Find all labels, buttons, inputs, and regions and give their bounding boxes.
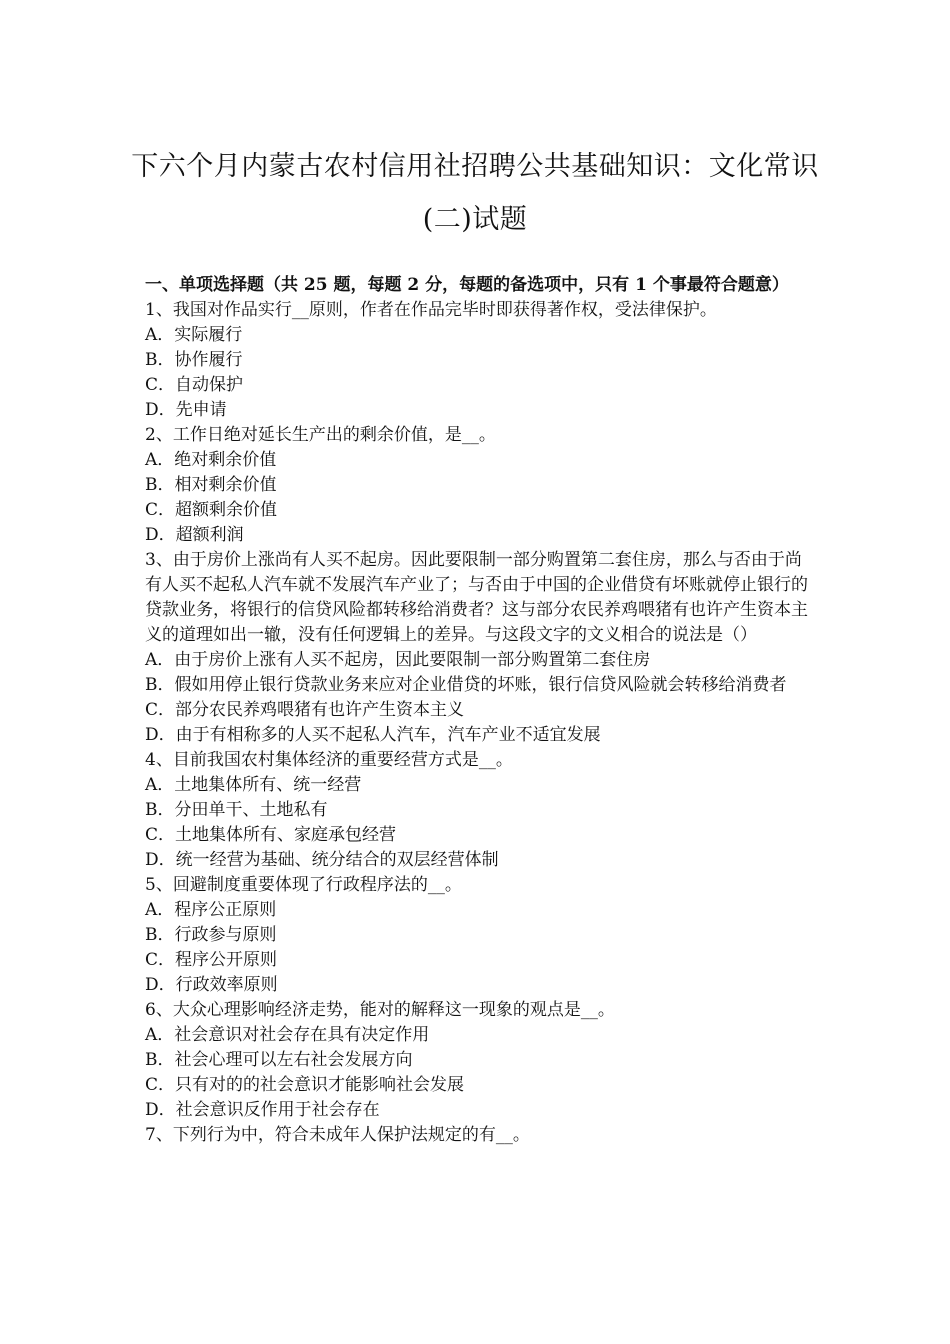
- question-5-stem: 5、回避制度重要体现了行政程序法的__。: [145, 875, 462, 895]
- question-2-option-c: C．超额剩余价值: [145, 500, 278, 520]
- question-2-option-a: A．绝对剩余价值: [145, 450, 277, 470]
- question-5-option-a: A．程序公正原则: [145, 900, 277, 920]
- document-title-line1: 下六个月内蒙古农村信用社招聘公共基础知识：文化常识: [131, 151, 819, 182]
- section-heading: 一、单项选择题（共 25 题，每题 2 分，每题的备选项中，只有 1 个事最符合题意）: [145, 275, 789, 295]
- question-4-option-a: A．土地集体所有、统一经营: [145, 775, 362, 795]
- question-7-stem: 7、下列行为中，符合未成年人保护法规定的有__。: [145, 1125, 530, 1145]
- question-3-option-a: A．由于房价上涨有人买不起房，因此要限制一部分购置第二套住房: [145, 650, 651, 670]
- question-4-stem: 4、目前我国农村集体经济的重要经营方式是__。: [145, 750, 513, 770]
- question-5-option-b: B．行政参与原则: [145, 925, 277, 945]
- question-3-option-b: B．假如用停止银行贷款业务来应对企业借贷的坏账，银行信贷风险就会转移给消费者: [145, 675, 787, 695]
- question-6-option-a: A．社会意识对社会存在具有决定作用: [145, 1025, 430, 1045]
- question-4-option-c: C．土地集体所有、家庭承包经营: [145, 825, 397, 845]
- question-3-option-c: C．部分农民养鸡喂猪有也许产生资本主义: [145, 700, 465, 720]
- question-1-option-d: D．先申请: [145, 400, 227, 420]
- question-1-option-c: C．自动保护: [145, 375, 244, 395]
- question-4-option-b: B．分田单干、土地私有: [145, 800, 328, 820]
- question-5-option-c: C．程序公开原则: [145, 950, 278, 970]
- question-3-stem: 3、由于房价上涨尚有人买不起房。因此要限制一部分购置第二套住房，那么与否由于尚有人买不起私人汽车就不发展汽车产业了；与否由于中国的企业借贷有坏账就停止银行的贷款业务，将银行的信贷风险都转移给消费者？这与部分农民养鸡喂猪有也许产生资本主义的道理如出一辙，没有任何逻辑上的差异。与这段文字的文义相合的说法是（）: [145, 550, 808, 645]
- question-6-option-c: C．只有对的的社会意识才能影响社会发展: [145, 1075, 465, 1095]
- document-body: [145, 273, 810, 1148]
- question-1-stem: 1、我国对作品实行__原则，作者在作品完毕时即获得著作权，受法律保护。: [145, 300, 717, 320]
- question-6-option-b: B．社会心理可以左右社会发展方向: [145, 1050, 413, 1070]
- question-5-option-d: D．行政效率原则: [145, 975, 278, 995]
- question-1-option-b: B．协作履行: [145, 350, 243, 370]
- question-2-option-d: D．超额利润: [145, 525, 244, 545]
- question-4-option-d: D．统一经营为基础、统分结合的双层经营体制: [145, 850, 499, 870]
- question-3-option-d: D．由于有相称多的人买不起私人汽车，汽车产业不适宜发展: [145, 725, 601, 745]
- question-2-option-b: B．相对剩余价值: [145, 475, 277, 495]
- question-2-stem: 2、工作日绝对延长生产出的剩余价值，是__。: [145, 425, 496, 445]
- document-title-line2: (二)试题: [422, 204, 528, 235]
- question-6-option-d: D．社会意识反作用于社会存在: [145, 1100, 380, 1120]
- question-6-stem: 6、大众心理影响经济走势，能对的解释这一现象的观点是__。: [145, 1000, 615, 1020]
- question-1-option-a: A．实际履行: [145, 325, 243, 345]
